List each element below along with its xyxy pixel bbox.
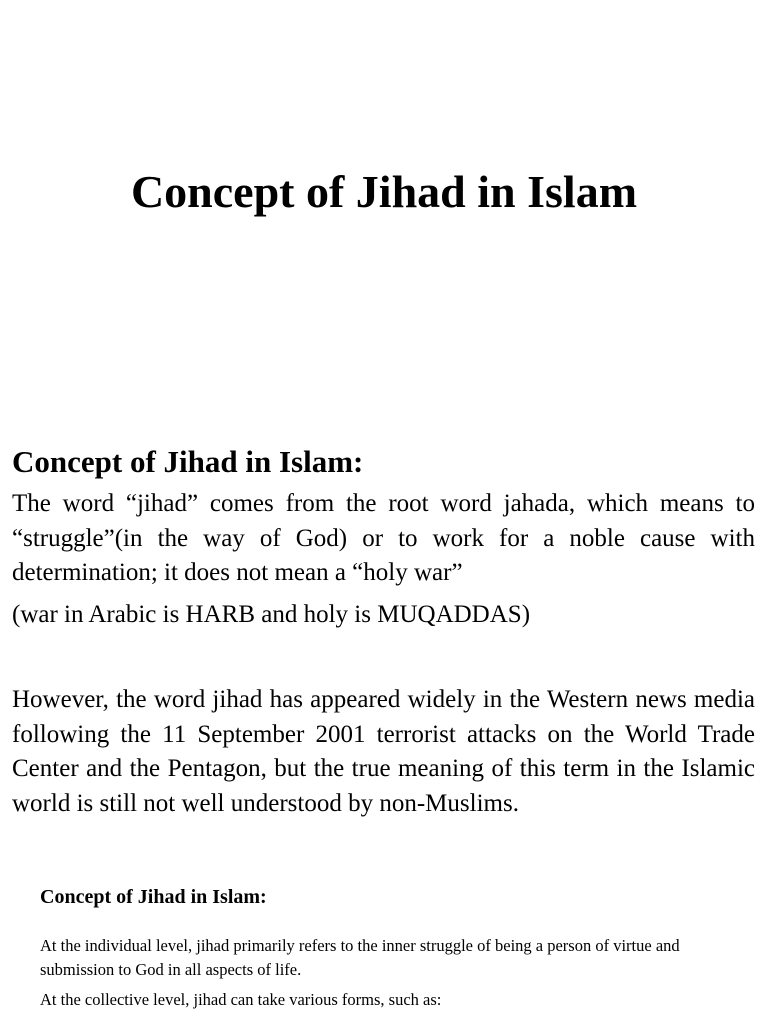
paragraph-western-media: However, the word jihad has appeared widely in the Western news media following the 11 September 2001 terrorist attacks on the World Trade Center and the Pentagon, but the true meaning of this term in the Islamic world is still not well understood by non-Muslims.: [12, 686, 755, 817]
paragraph-arabic-terms: (war in Arabic is HARB and holy is MUQADDAS): [12, 601, 531, 628]
section-heading: Concept of Jihad in Islam:: [12, 444, 364, 479]
paragraph-individual-level: At the individual level, jihad primarily refers to the inner struggle of being a person of virtue and submission to God in all aspects of life.: [40, 936, 680, 979]
document-title: Concept of Jihad in Islam: [130, 166, 638, 217]
subsection-heading: Concept of Jihad in Islam:: [40, 886, 267, 908]
paragraph-jihad-meaning: The word “jihad” comes from the root word jahada, which means to “struggle”(in the way of God) or to work for a noble cause with determination; it does not mean a “holy war”: [12, 490, 755, 586]
paragraph-collective-level: At the collective level, jihad can take various forms, such as:: [40, 990, 442, 1009]
